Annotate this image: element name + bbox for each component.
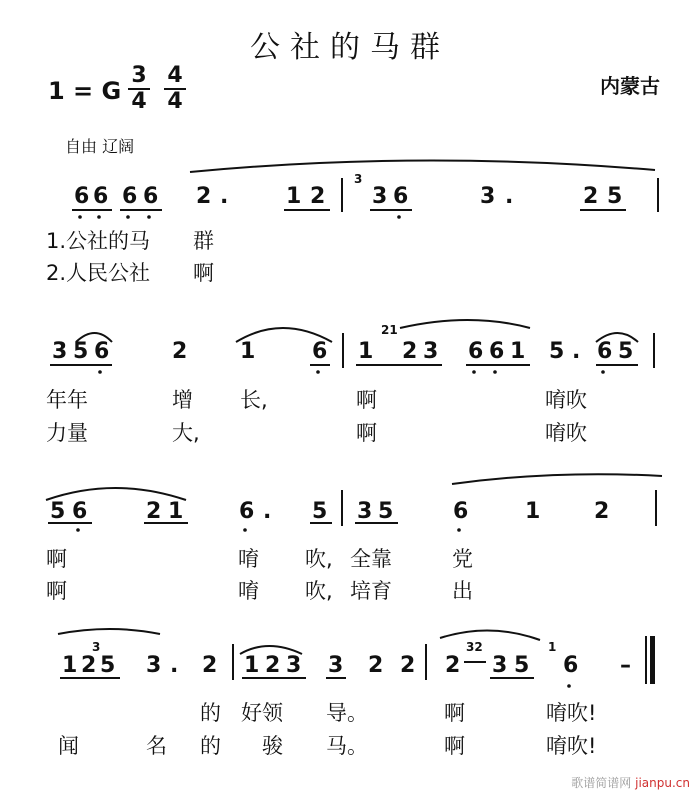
note: 2 xyxy=(400,653,416,678)
note: 1 xyxy=(286,184,302,209)
note: 6 xyxy=(93,184,109,209)
note: 3 xyxy=(286,653,302,678)
slur xyxy=(76,333,112,342)
note: 2 xyxy=(196,184,212,209)
note: 5 xyxy=(100,653,116,678)
note: 6 xyxy=(453,499,469,524)
lyric: 啊 xyxy=(356,388,377,412)
note: 5 xyxy=(549,339,565,364)
note: 6 xyxy=(468,339,484,364)
lyric-verse-1: 1.公社的马 xyxy=(46,229,151,253)
octave-dot xyxy=(126,215,130,219)
note: 6 xyxy=(239,499,255,524)
slur xyxy=(400,320,530,328)
grace-note: 21 xyxy=(381,323,398,337)
lyric: 唷吹 xyxy=(545,388,587,412)
lyric: 唷吹 xyxy=(545,421,587,445)
lyric: 啊 xyxy=(46,547,67,571)
lyric: 的 xyxy=(200,701,221,725)
meter-2-top: 4 xyxy=(167,63,183,88)
note: 6 xyxy=(597,339,613,364)
watermark-domain: jianpu.cn xyxy=(635,776,690,790)
slur xyxy=(440,630,540,640)
note: 3 xyxy=(328,653,344,678)
grace-note: 1 xyxy=(548,640,557,654)
dot: . xyxy=(220,184,229,209)
lyric: 啊 xyxy=(193,261,214,285)
octave-dot xyxy=(493,370,497,374)
lyric: 出 xyxy=(452,579,473,603)
lyric: 力量 xyxy=(46,421,88,445)
lyric: 增 xyxy=(172,388,193,412)
note: 5 xyxy=(73,339,89,364)
lyric: 唷 xyxy=(238,579,259,603)
note: 1 xyxy=(244,653,260,678)
note: 2 xyxy=(81,653,97,678)
octave-dot xyxy=(567,684,571,688)
note: 6 xyxy=(94,339,110,364)
lyric: 的 xyxy=(200,734,221,758)
grace-note: 3 xyxy=(354,172,363,186)
slur xyxy=(452,474,662,484)
lyric: 吹, xyxy=(305,579,333,603)
note: 6 xyxy=(393,184,409,209)
note: 2 xyxy=(402,339,418,364)
dash: – xyxy=(620,653,631,678)
lyric-verse-2: 2.人民公社 xyxy=(46,261,151,285)
dot: . xyxy=(505,184,514,209)
note: 3 xyxy=(146,653,162,678)
note: 2 xyxy=(202,653,218,678)
dot: . xyxy=(170,653,179,678)
note: 2 xyxy=(172,339,188,364)
octave-dot xyxy=(457,528,461,532)
lyric: 好领 xyxy=(241,701,283,725)
slur xyxy=(58,629,160,634)
song-title: 公社的马群 xyxy=(250,30,450,65)
note: 1 xyxy=(168,499,184,524)
slur xyxy=(46,488,186,500)
note: 5 xyxy=(312,499,328,524)
octave-dot xyxy=(78,215,82,219)
lyric: 唷吹! xyxy=(546,734,597,758)
octave-dot xyxy=(76,528,80,532)
lyric: 啊 xyxy=(444,734,465,758)
note: 3 xyxy=(372,184,388,209)
note: 2 xyxy=(594,499,610,524)
lyric: 全靠 xyxy=(350,547,392,571)
lyric: 培育 xyxy=(350,579,392,603)
note: 5 xyxy=(378,499,394,524)
note: 5 xyxy=(514,653,530,678)
lyric: 啊 xyxy=(46,579,67,603)
meter-1-top: 3 xyxy=(131,63,147,88)
lyric: 大, xyxy=(172,421,200,445)
slur xyxy=(236,328,332,342)
note: 6 xyxy=(72,499,88,524)
octave-dot xyxy=(397,215,401,219)
grace-note: 32 xyxy=(466,640,483,654)
note: 1 xyxy=(62,653,78,678)
meter-1-bottom: 4 xyxy=(131,89,147,114)
note: 6 xyxy=(143,184,159,209)
lyric: 长, xyxy=(240,388,268,412)
lyric: 骏 xyxy=(262,734,283,758)
octave-dot xyxy=(601,370,605,374)
note: 2 xyxy=(310,184,326,209)
octave-dot xyxy=(147,215,151,219)
dot: . xyxy=(572,339,581,364)
note: 2 xyxy=(445,653,461,678)
note: 6 xyxy=(563,653,579,678)
lyric: 唷 xyxy=(238,547,259,571)
note: 6 xyxy=(489,339,505,364)
meter-2-bottom: 4 xyxy=(167,89,183,114)
note: 6 xyxy=(312,339,328,364)
octave-dot xyxy=(243,528,247,532)
tempo-marking: 自由 辽阔 xyxy=(65,137,135,156)
slur xyxy=(240,646,302,654)
lyric: 马。 xyxy=(326,734,368,758)
key-signature: 1 = G xyxy=(48,77,122,105)
note: 6 xyxy=(74,184,90,209)
lyric: 啊 xyxy=(444,701,465,725)
lyric: 吹, xyxy=(305,547,333,571)
watermark-site: 歌谱简谱网 xyxy=(571,776,632,790)
final-barline-thick xyxy=(650,636,655,684)
dot: . xyxy=(263,499,272,524)
lyric: 唷吹! xyxy=(546,701,597,725)
lyric: 年年 xyxy=(46,388,88,412)
octave-dot xyxy=(97,215,101,219)
note: 2 xyxy=(146,499,162,524)
lyric: 啊 xyxy=(356,421,377,445)
note: 1 xyxy=(510,339,526,364)
lyric: 名 xyxy=(146,734,167,758)
song-origin: 内蒙古 xyxy=(600,74,660,98)
note: 5 xyxy=(618,339,634,364)
lyric: 导。 xyxy=(326,701,368,725)
note: 2 xyxy=(583,184,599,209)
note: 3 xyxy=(492,653,508,678)
note: 2 xyxy=(368,653,384,678)
note: 3 xyxy=(423,339,439,364)
triplet-mark: 3 xyxy=(92,640,101,654)
slur xyxy=(596,333,638,342)
watermark xyxy=(571,774,690,791)
note: 1 xyxy=(525,499,541,524)
octave-dot xyxy=(316,370,320,374)
note: 1 xyxy=(240,339,256,364)
lyric: 闻 xyxy=(58,734,79,758)
lyric: 群 xyxy=(193,229,214,253)
note: 6 xyxy=(122,184,138,209)
note: 3 xyxy=(52,339,68,364)
note: 3 xyxy=(480,184,496,209)
lyric: 党 xyxy=(452,547,473,571)
note: 5 xyxy=(607,184,623,209)
note: 2 xyxy=(265,653,281,678)
octave-dot xyxy=(98,370,102,374)
note: 5 xyxy=(50,499,66,524)
slur xyxy=(190,160,655,172)
note: 3 xyxy=(357,499,373,524)
note: 1 xyxy=(358,339,374,364)
octave-dot xyxy=(472,370,476,374)
